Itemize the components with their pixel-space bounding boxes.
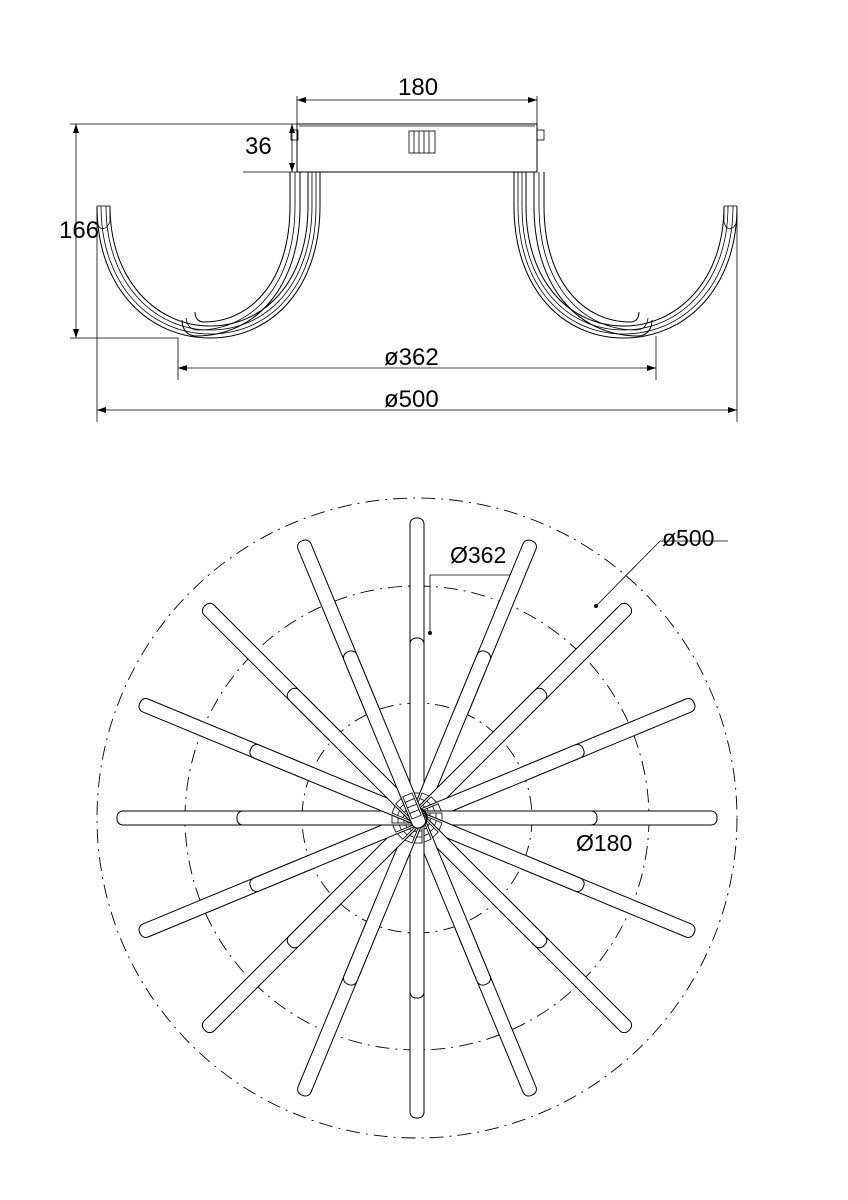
plan-view bbox=[0, 478, 848, 1178]
arm-left-outer bbox=[97, 172, 320, 338]
label-166: 166 bbox=[59, 217, 100, 244]
label-180: 180 bbox=[398, 74, 439, 101]
arm-right-inner bbox=[534, 172, 652, 336]
label-d500: ø500 bbox=[384, 386, 439, 413]
label-d362: ø362 bbox=[384, 344, 439, 371]
label-plan-d362: Ø362 bbox=[450, 542, 507, 568]
label-36: 36 bbox=[245, 133, 272, 160]
label-plan-d500: ø500 bbox=[662, 525, 715, 551]
lamp-arms bbox=[117, 518, 717, 1118]
arm-right-outer bbox=[514, 172, 737, 338]
label-plan-d180: Ø180 bbox=[576, 830, 633, 856]
mounting-plate bbox=[291, 124, 544, 172]
arm-left-inner bbox=[182, 172, 300, 336]
